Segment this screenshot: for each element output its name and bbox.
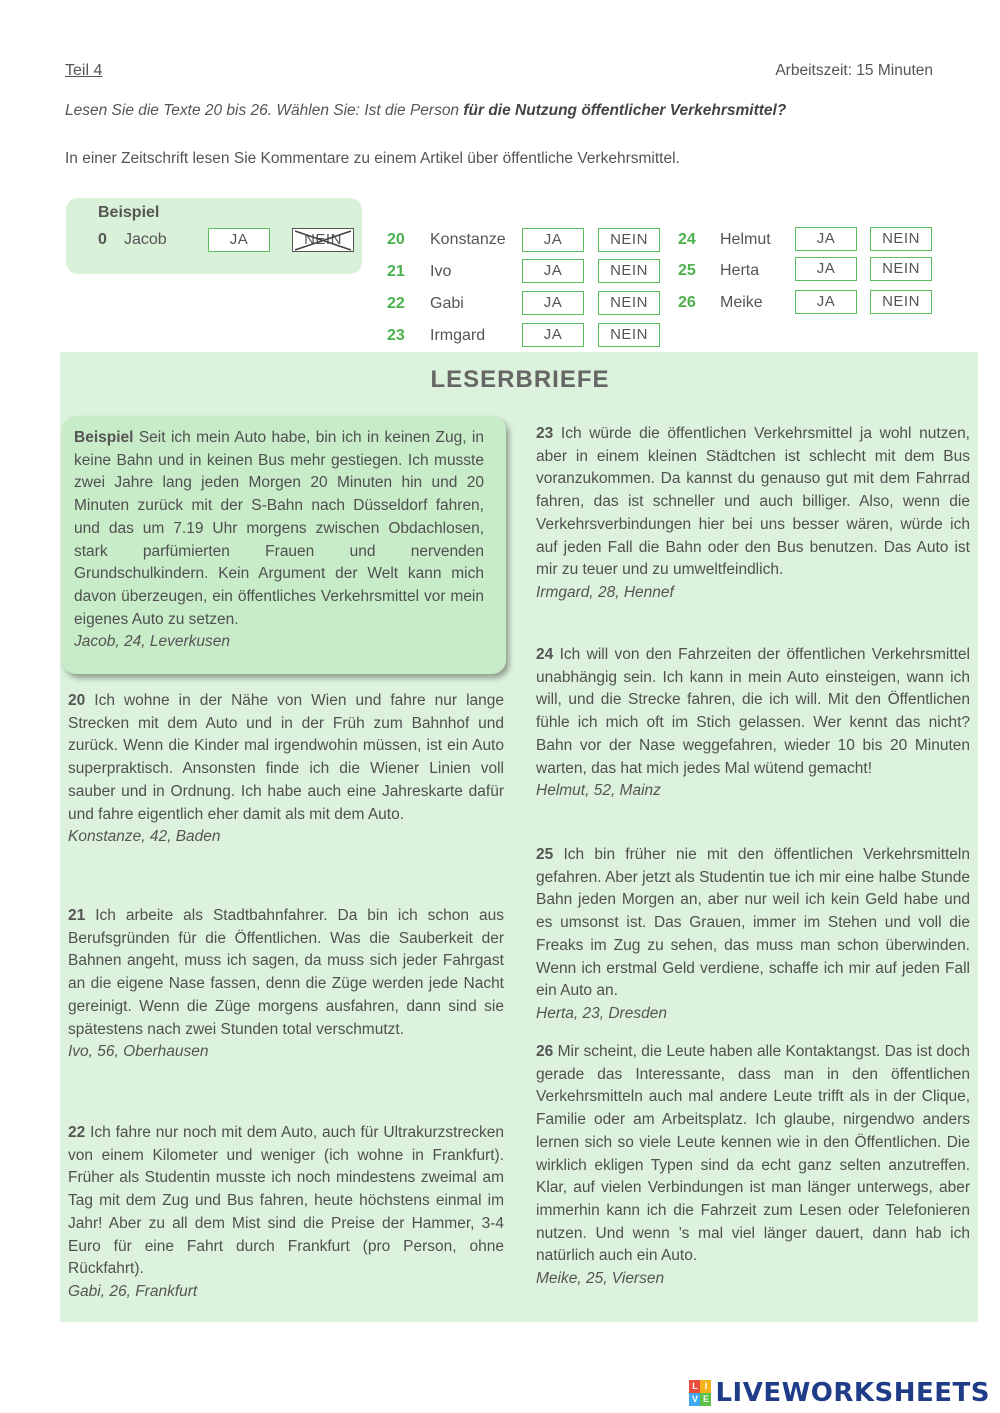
ja-box[interactable]: JA [522, 291, 584, 315]
letter-number: 25 [536, 846, 554, 863]
letter-26 [536, 1041, 970, 1291]
letter-text: Seit ich mein Auto habe, bin ich in keinen Zug, in keine Bahn und in keinen Bus mehr gestiegen. Ich musste zwei Jahre lang jeden Morgen 20 Minuten hin und 20 Minuten zurück mit der S-Bahn nach Düsseldorf fahren, und das um 7.19 Uhr morgens zwischen Obdachlosen, stark parfümierten Frauen und nervenden Grundschulkindern. Kein Argument der Welt kann mich davon überzeugen, ein öffentliches Verkehrsmittel vor mein eigenes Auto zu setzen. [74, 429, 484, 628]
instruction [65, 102, 786, 120]
nein-box[interactable]: NEIN [598, 259, 660, 283]
ja-box[interactable]: JA [522, 228, 584, 252]
liveworksheets-logo[interactable] [689, 1378, 990, 1408]
letter-text: Ich bin früher nie mit den öffentlichen Verkehrsmitteln gefahren. Aber jetzt als Studentin tue ich mir eine halbe Stunde Bahn jeden Morgen an, aber nur weil ich kein Geld habe und es umsonst ist. Das Grauen, immer im Stehen und voll die Freaks im Zug zu sehen, das muss man schon überwinden. Wenn ich erstmal Geld verdiene, schaffe ich mir auf jeden Fall ein Auto an. [536, 846, 970, 1000]
nein-box[interactable]: NEIN [598, 291, 660, 315]
letter-text: Ich würde die öffentlichen Verkehrsmittel ja wohl nutzen, aber in einem kleinen Städtchen ist schlecht mit dem Bus voranzukommen. Da kannst du genauso gut mit dem Fahrrad fahren, das ist schneller und auch billiger. Also, wenn die Verkehrsverbindungen hier bei uns besser wären, würde ich auf jeden Fall die Bahn oder den Bus benutzen. Das Auto ist mir zu teuer und zu umweltfeindlich. [536, 425, 970, 579]
letter-number: 22 [68, 1124, 86, 1141]
answer-number: 24 [678, 231, 696, 248]
answer-name: Ivo [430, 263, 452, 280]
logo-mark-letter: V [689, 1393, 700, 1406]
letter-text: Ich fahre nur noch mit dem Auto, auch für Ultrakurzstrecken von einem Kilometer und weniger (ich wohne in Frankfurt). Früher als Studentin musste ich noch mindestens zweimal am Tag mit dem Zug und Bus fahren, heute höchstens einmal im Jahr! Aber zu all dem Mist sind die Preise der Hammer, 3-4 Euro für eine Fahrt durch Frankfurt (pro Person, ohne Rückfahrt). [68, 1124, 505, 1278]
letter-signature: Meike, 25, Viersen [536, 1270, 665, 1288]
answer-name: Herta [720, 262, 760, 279]
answer-name: Konstanze [430, 231, 506, 248]
letter-22 [68, 1122, 504, 1304]
ja-box: JA [208, 228, 270, 252]
answer-number: 0 [98, 231, 107, 248]
letter-signature: Gabi, 26, Frankfurt [68, 1282, 198, 1300]
answer-number: 26 [678, 294, 696, 311]
logo-mark-letter: E [700, 1393, 711, 1406]
letter-signature: Irmgard, 28, Hennef [536, 583, 674, 601]
letter-text: Ich arbeite als Stadtbahnfahrer. Da bin ich schon aus Berufsgründen für die Öffentlichen. Was die Sauberkeit der Bahnen angeht, muss ich sagen, da muss sich jeder Fahrgast an die eigene Nase fassen, denn die Züge werden jede Nacht gereinigt. Wenn die Züge morgens ausfahren, dann sind sie spätestens nach zwei Stunden total verschmutzt. [68, 907, 504, 1038]
letter-24 [536, 644, 970, 803]
answer-name: Helmut [720, 231, 771, 248]
section-title: LESERBRIEFE [430, 366, 610, 393]
answer-number: 25 [678, 262, 696, 279]
letter-number: 21 [68, 907, 86, 924]
nein-box[interactable]: NEIN [870, 227, 932, 251]
letter-signature: Herta, 23, Dresden [536, 1004, 667, 1022]
instruction-bold: für die Nutzung öffentlicher Verkehrsmittel? [463, 102, 787, 119]
example-letter [74, 427, 484, 654]
answer-name: Meike [720, 294, 763, 311]
example-label: Beispiel [74, 429, 134, 446]
ja-box[interactable]: JA [522, 259, 584, 283]
context-text: In einer Zeitschrift lesen Sie Kommentare zu einem Artikel über öffentliche Verkehrsmittel. [65, 150, 680, 167]
letter-text: Ich wohne in der Nähe von Wien und fahre nur lange Strecken mit dem Auto und in der Früh zum Bahnhof und zurück. Wenn die Kinder mal irgendwohin müssen, ist ein Auto superpraktisch. Ansonsten finde ich die Wiener Linien voll sauber und in Ordnung. Ich habe auch eine Jahreskarte dafür und fahre eigentlich eher damit als mit dem Auto. [68, 692, 504, 823]
nein-box[interactable]: NEIN [870, 257, 932, 281]
logo-mark-icon [689, 1380, 711, 1406]
nein-box-crossed [292, 228, 354, 252]
ja-box[interactable]: JA [795, 227, 857, 251]
time-limit: Arbeitszeit: 15 Minuten [775, 62, 933, 79]
ja-box[interactable]: JA [522, 323, 584, 347]
ja-box[interactable]: JA [795, 257, 857, 281]
letter-text: Ich will von den Fahrzeiten der öffentlichen Verkehrsmittel unabhängig sein. Ich kann in mein Auto einsteigen, wann ich will, und die Strecke fahren, die ich will. Mit den Öffentlichen fühle ich mich oft im Stich gelassen. Wer kennt das nicht? Bahn vor der Nase weggefahren, wieder 10 bis 20 Minuten warten, das hat mich jedes Mal wütend gemacht! [536, 646, 970, 777]
logo-mark-letter: I [700, 1380, 711, 1393]
letter-25 [536, 844, 970, 1026]
logo-text: LIVEWORKSHEETS [715, 1378, 990, 1408]
answer-name: Gabi [430, 295, 464, 312]
nein-box[interactable]: NEIN [598, 323, 660, 347]
letter-text: Mir scheint, die Leute haben alle Kontaktangst. Das ist doch gerade das Interessante, dass man in den öffentlichen Verkehrsmitteln auch mal andere Leute trifft als in der Clique, Familie oder am Arbeitsplatz. Ich glaube, nirgendwo anders lernen sich so viele Leute kennen wie in den Öffentlichen. Die wirklich ekligen Typen sind da echt ganz selten anzutreffen. Klar, auf vielen Verbindungen ist man länger unterwegs, aber immerhin kann ich die Fahrzeit zum Lesen oder Telefonieren nutzen. Und wenn ’s mal viel länger dauert, dann hab ich natürlich auch ein Auto. [536, 1043, 971, 1265]
letter-number: 24 [536, 646, 554, 663]
letter-signature: Jacob, 24, Leverkusen [74, 633, 230, 651]
answer-name: Irmgard [430, 327, 486, 344]
answer-number: 20 [387, 231, 405, 248]
logo-mark-letter: L [689, 1380, 700, 1393]
letter-number: 26 [536, 1043, 554, 1060]
letter-23 [536, 423, 970, 605]
letter-number: 23 [536, 425, 554, 442]
answer-name: Jacob [124, 231, 167, 248]
example-label: Beispiel [98, 204, 160, 221]
nein-box[interactable]: NEIN [598, 228, 660, 252]
letter-signature: Konstanze, 42, Baden [68, 828, 221, 846]
answer-number: 23 [387, 327, 405, 344]
section-label: Teil 4 [65, 62, 103, 79]
letter-20 [68, 690, 504, 849]
cross-mark-icon [293, 229, 354, 252]
nein-label: NEIN [304, 231, 342, 248]
nein-box[interactable]: NEIN [870, 290, 932, 314]
instruction-text: Lesen Sie die Texte 20 bis 26. Wählen Sie: Ist die Person [65, 102, 464, 119]
answer-number: 22 [387, 295, 405, 312]
letter-signature: Helmut, 52, Mainz [536, 782, 661, 800]
letter-21 [68, 905, 504, 1064]
letter-number: 20 [68, 692, 86, 709]
letter-signature: Ivo, 56, Oberhausen [68, 1043, 209, 1061]
ja-box[interactable]: JA [795, 290, 857, 314]
answer-number: 21 [387, 263, 405, 280]
